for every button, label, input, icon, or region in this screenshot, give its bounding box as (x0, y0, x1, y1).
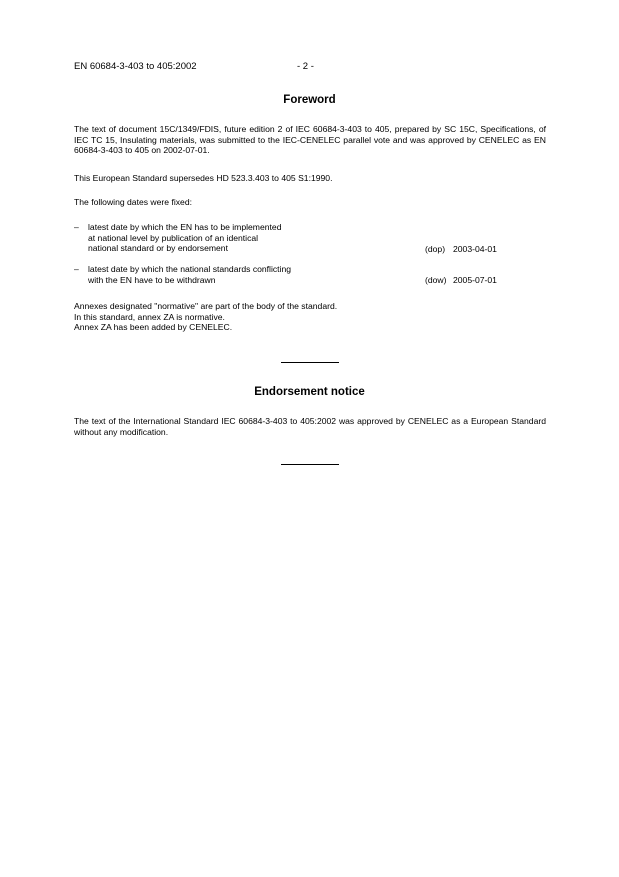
foreword-paragraph-2: This European Standard supersedes HD 523.3.403 to 405 S1:1990. (74, 173, 333, 183)
date-item-line: with the EN have to be withdrawn (88, 274, 216, 285)
date-item-date: 2003-04-01 (453, 244, 497, 254)
date-item-date: 2005-07-01 (453, 275, 497, 285)
header-page-number: - 2 - (297, 61, 314, 72)
annex-note-line: In this standard, annex ZA is normative. (74, 311, 225, 322)
foreword-paragraph-1: The text of document 15C/1349/FDIS, future edition 2 of IEC 60684-3-403 to 405, prepared by SC 15C, Specifications, of IEC TC 15, Insulating materials, was submitted to the IEC-CENELEC parallel vote and was approved by CENELEC as EN 60684-3-403 to 405 on 2002-07-01. (74, 124, 546, 156)
annex-note-line: Annex ZA has been added by CENELEC. (74, 322, 233, 333)
annex-notes (74, 301, 546, 333)
section-divider (281, 464, 339, 465)
foreword-paragraph-3: The following dates were fixed: (74, 197, 192, 207)
section-divider (281, 362, 339, 363)
foreword-heading: Foreword (283, 94, 336, 106)
date-item-line: latest date by which the EN has to be implemented (88, 222, 282, 232)
date-item-description (88, 264, 291, 285)
date-item-line: national standard or by endorsement (88, 243, 228, 254)
header-doc-id: EN 60684-3-403 to 405:2002 (74, 61, 197, 72)
date-item-dash: – (74, 222, 79, 232)
date-item-dash: – (74, 264, 79, 274)
annex-note-line: Annexes designated "normative" are part of the body of the standard. (74, 301, 338, 311)
endorsement-paragraph: The text of the International Standard IEC 60684-3-403 to 405:2002 was approved by CENELEC as a European Standard without any modification. (74, 416, 546, 437)
date-item-description (88, 222, 281, 254)
date-item-line: latest date by which the national standards conflicting (88, 264, 292, 274)
date-item-line: at national level by publication of an identical (88, 232, 259, 243)
date-item-code: (dow) (425, 275, 447, 285)
endorsement-heading: Endorsement notice (254, 386, 365, 398)
date-item-code: (dop) (425, 244, 446, 254)
